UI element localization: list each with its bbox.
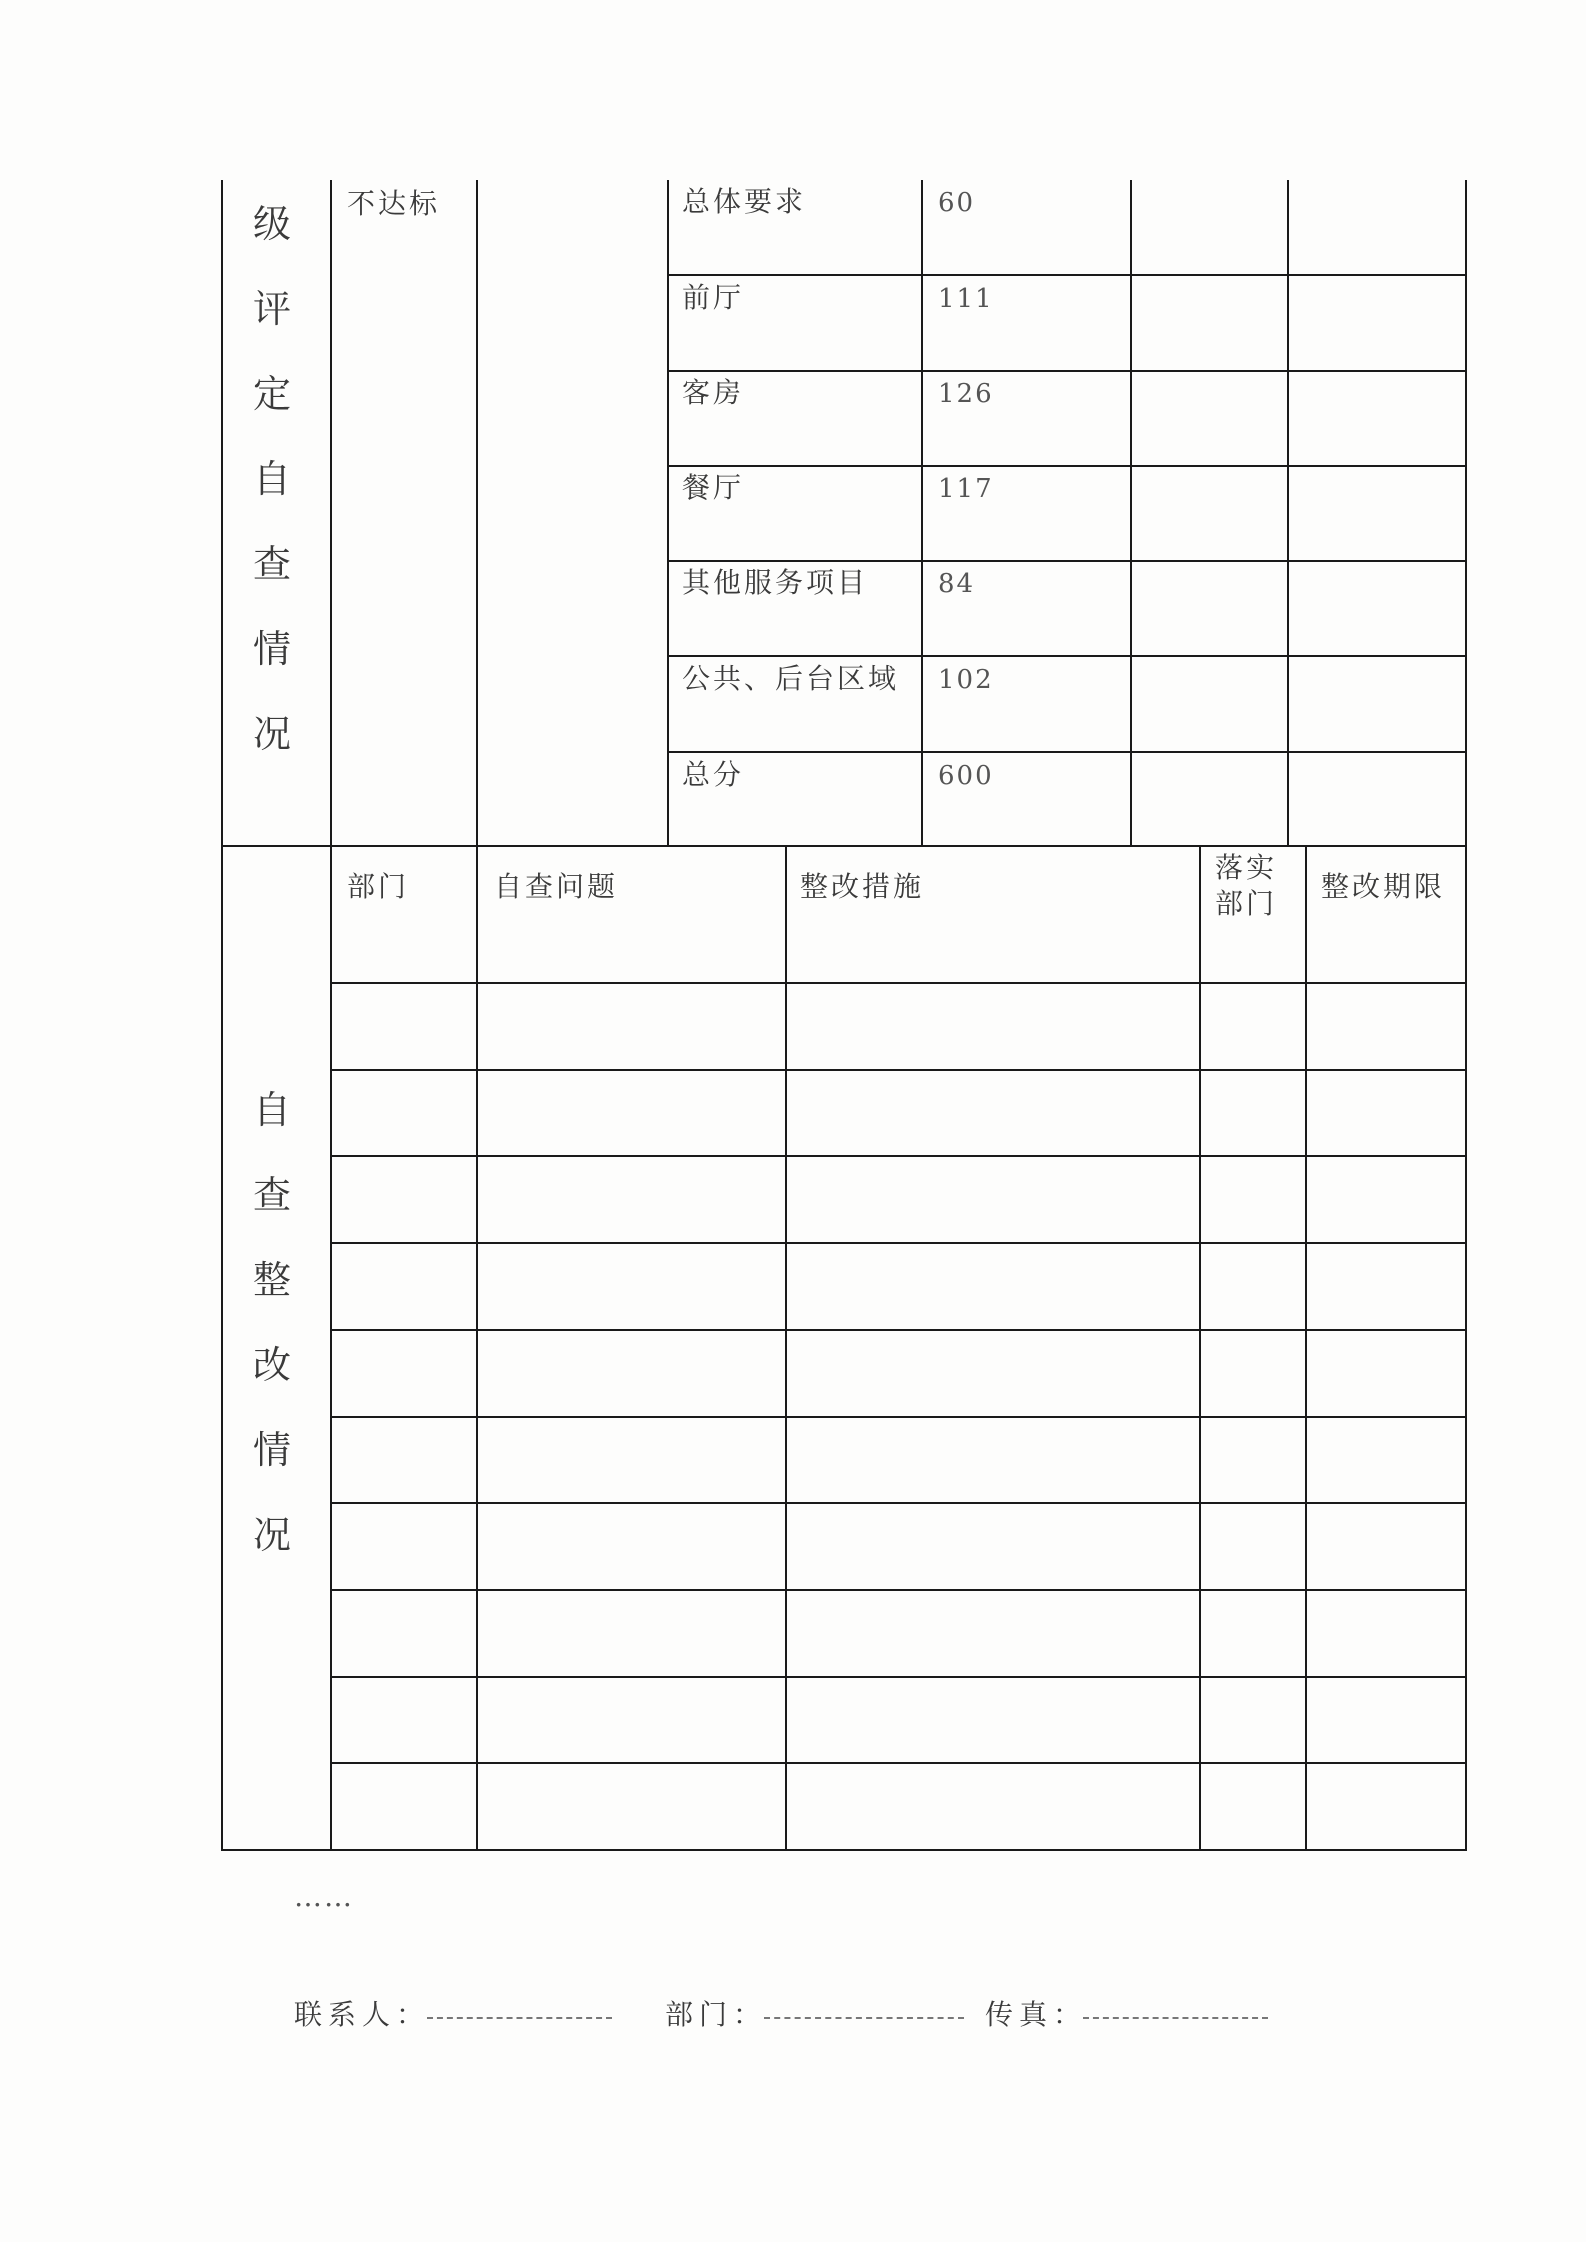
fax-label: 传真：: [985, 1998, 1088, 2031]
section1-vertical-label: 级 评 定 自 查 情 况: [252, 202, 291, 756]
fax-blank[interactable]: [1083, 2017, 1268, 2019]
header-issue: 自查问题: [494, 870, 619, 903]
table-row-line: [330, 1069, 1467, 1071]
contact-blank[interactable]: [427, 2017, 612, 2019]
dept-label: 部门：: [665, 1998, 768, 2031]
table-row-line: [330, 1242, 1467, 1244]
item-label: 其他服务项目: [682, 566, 869, 599]
item-score: 600: [938, 761, 994, 791]
item-score: 102: [938, 665, 994, 695]
dept-blank[interactable]: [764, 2017, 964, 2019]
header-deadline: 整改期限: [1321, 870, 1446, 903]
table-row-line: [330, 1589, 1467, 1591]
item-label: 餐厅: [682, 471, 745, 504]
table-row-line: [330, 1155, 1467, 1157]
ellipsis: ……: [294, 1880, 354, 1913]
section2-vertical-label: 自 查 整 改 情 况: [252, 1088, 291, 1557]
header-measure: 整改措施: [800, 870, 925, 903]
contact-label: 联系人：: [294, 1998, 431, 2031]
status-not-met: 不达标: [347, 187, 441, 220]
item-label: 总体要求: [682, 185, 807, 218]
table-row-line: [330, 1329, 1467, 1331]
table-row-line: [330, 1676, 1467, 1678]
item-score: 60: [938, 188, 976, 218]
table-row-line: [330, 1762, 1467, 1764]
header-impl-dept: 落实 部门: [1215, 851, 1278, 920]
table-row-line: [330, 1416, 1467, 1418]
item-score: 84: [938, 569, 976, 599]
item-label: 前厅: [682, 281, 745, 314]
item-score: 126: [938, 379, 994, 409]
header-dept: 部门: [347, 870, 410, 903]
item-score: 111: [938, 284, 994, 314]
item-label: 客房: [682, 376, 745, 409]
table-row-line: [330, 982, 1467, 984]
item-label: 总分: [682, 758, 745, 791]
section-divider: [221, 845, 1467, 847]
item-score: 117: [938, 474, 994, 504]
table-row-line: [330, 1502, 1467, 1504]
item-label: 公共、后台区域: [682, 662, 900, 695]
